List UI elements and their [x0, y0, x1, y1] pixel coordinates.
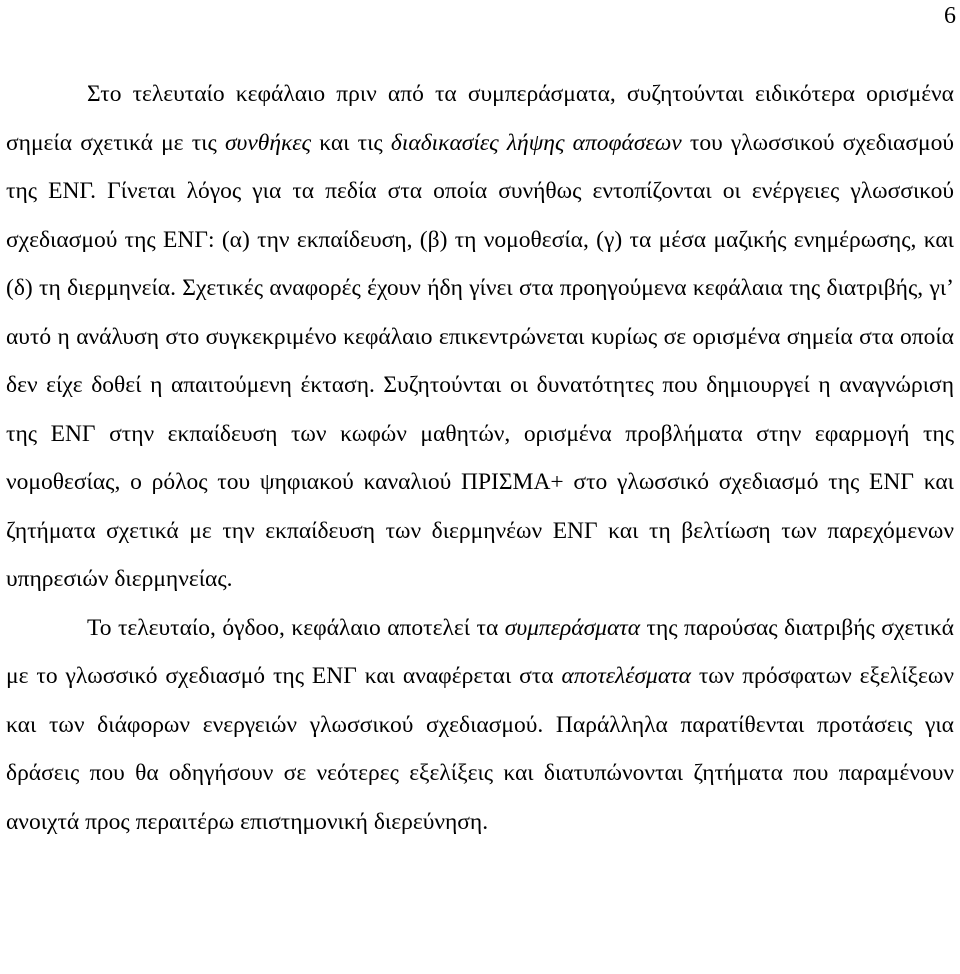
italic-text-run: διαδικασίες λήψης αποφάσεων — [390, 129, 682, 156]
italic-text-run: συνθήκες — [224, 129, 312, 156]
italic-text-run: συμπεράσματα — [504, 614, 641, 641]
text-run: της παρούσας διατριβής σχετικά με το γλωσσικό σχεδιασμό της ΕΝΓ και αναφέρεται στα — [6, 614, 954, 689]
italic-text-run: αποτελέσματα — [561, 663, 691, 689]
text-run: των πρόσφατων εξελίξεων και των διάφορων ενεργειών γλωσσικού σχεδιασμού. Παράλληλα παρατίθενται προτάσεις για δράσεις που θα οδηγήσουν σε νεότερες εξελίξεις και διατυπώνονται ζητήματα που παραμένουν ανοιχτά προς περαιτέρω επιστημονική διερεύνηση. — [6, 663, 954, 835]
body-text — [6, 70, 954, 846]
paragraph — [6, 70, 954, 604]
paragraph — [6, 604, 954, 847]
page-number: 6 — [944, 3, 956, 29]
text-run: Το τελευταίο, όγδοο, κεφάλαιο αποτελεί τα — [87, 614, 505, 641]
text-run: και τις — [311, 129, 391, 156]
text-run: του γλωσσικού σχεδιασμού της ΕΝΓ. Γίνεται λόγος για τα πεδία στα οποία συνήθως εντοπίζονται οι ενέργειες γλωσσικού σχεδιασμού της ΕΝΓ: (α) την εκπαίδευση, (β) τη νομοθεσία, (γ) τα μέσα μαζικής ενημέρωσης, και (δ) τη διερμηνεία. Σχετικές αναφορές έχουν ήδη γίνει στα προηγούμενα κεφάλαια της διατριβής, γι’ αυτό η ανάλυση στο συγκεκριμένο κεφάλαιο επικεντρώνεται κυρίως σε ορισμένα σημεία στα οποία δεν είχε δοθεί η απαιτούμενη έκταση. Συζητούνται οι δυνατότητες που δημιουργεί η αναγνώριση της ΕΝΓ στην εκπαίδευση των κωφών μαθητών, ορισμένα προβλήματα στην εφαρμογή της νομοθεσίας, ο ρόλος του ψηφιακού καναλιού ΠΡΙΣΜΑ+ στο γλωσσικό σχεδιασμό της ΕΝΓ και ζητήματα σχετικά με την εκπαίδευση των διερμηνέων ΕΝΓ και τη βελτίωση των παρεχόμενων υπηρεσιών διερμηνείας. — [6, 129, 955, 592]
text-run: Στο τελευταίο κεφάλαιο πριν από τα συμπεράσματα, συζητούνται ειδικότερα ορισμένα σημεία σχετικά με τις — [6, 81, 954, 156]
